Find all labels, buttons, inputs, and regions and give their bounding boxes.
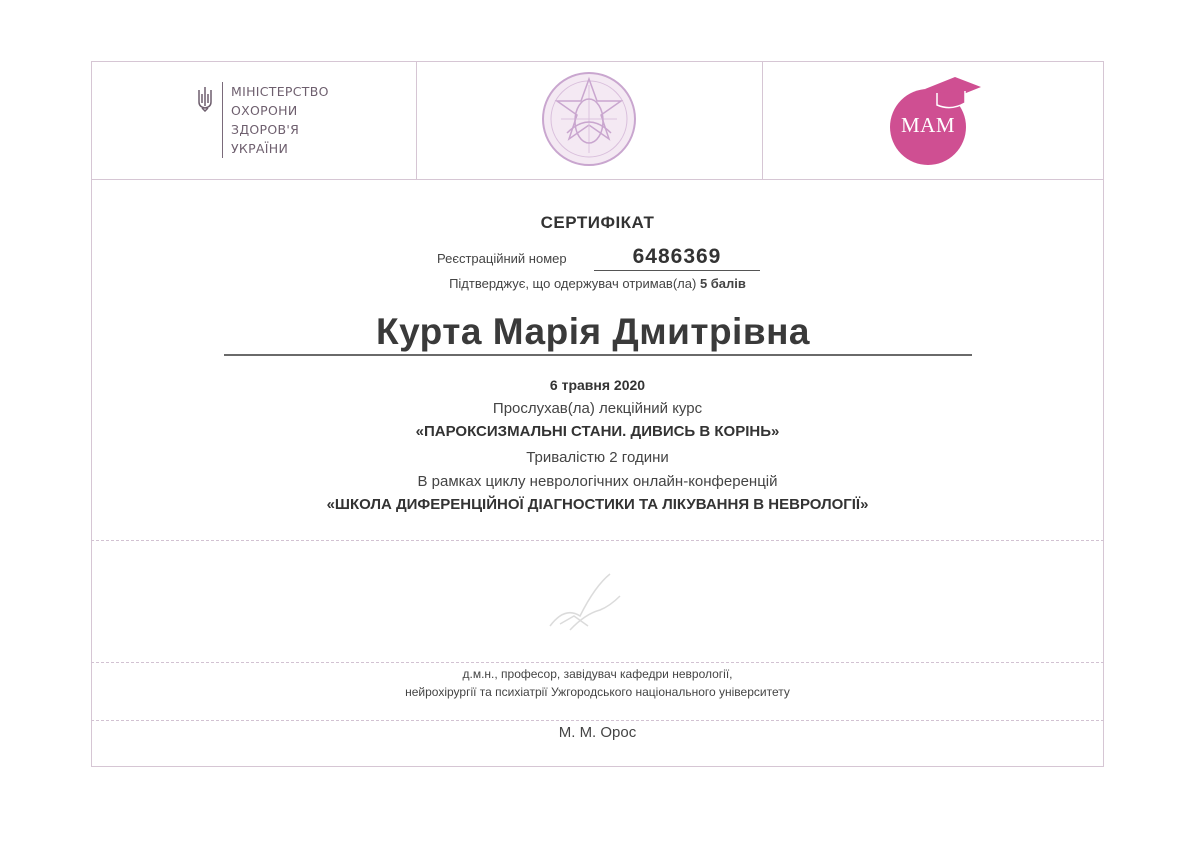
university-seal-icon [541,71,637,167]
signature-divider [91,662,1104,663]
ministry-line: ЗДОРОВ'Я [231,122,300,137]
course-duration: Тривалістю 2 години [526,449,669,466]
ministry-line: ОХОРОНИ [231,103,298,118]
signature-mark [540,566,630,636]
signatory-position-line-1: д.м.н., професор, завідувач кафедри неврології, [462,667,733,681]
header-column-divider [762,61,763,179]
trident-icon [196,86,214,112]
registration-number: 6486369 [632,245,722,268]
certificate-title: СЕРТИФІКАТ [540,213,655,232]
header-divider [91,179,1104,180]
body-divider [91,540,1104,541]
mam-logo [885,75,985,167]
confirmation-text: Підтверджує, що одержувач отримав(ла) [449,276,697,291]
school-title: «ШКОЛА ДИФЕРЕНЦІЙНОЇ ДІАГНОСТИКИ ТА ЛІКУВАННЯ В НЕВРОЛОГІЇ» [326,496,869,513]
course-title: «ПАРОКСИЗМАЛЬНІ СТАНИ. ДИВИСЬ В КОРІНЬ» [415,423,780,440]
ministry-logo [196,82,329,160]
points-value: 5 балів [699,276,746,291]
ministry-line: МІНІСТЕРСТВО [231,84,329,99]
ministry-separator [222,82,223,158]
confirmation-line [91,276,1104,291]
signatory-position-line-2: нейрохірургії та психіатрії Ужгородського національного університету [405,685,790,699]
signatory-name: М. М. Орос [558,724,637,741]
certificate-date: 6 травня 2020 [549,377,646,393]
signer-divider [91,720,1104,721]
ministry-line: УКРАЇНИ [231,141,289,156]
ministry-name [231,82,329,158]
cycle-text: В рамках циклу неврологічних онлайн-конференцій [417,473,778,490]
registration-label: Реєстраційний номер [437,251,567,266]
graduation-cap-icon [921,75,983,115]
recipient-name: Курта Марія Дмитрівна [375,311,810,352]
header-column-divider [416,61,417,179]
registration-number-field [594,245,760,271]
listened-text: Прослухав(ла) лекційний курс [492,400,703,417]
mam-logo-text: МАМ [900,113,955,137]
recipient-name-field [224,309,972,356]
